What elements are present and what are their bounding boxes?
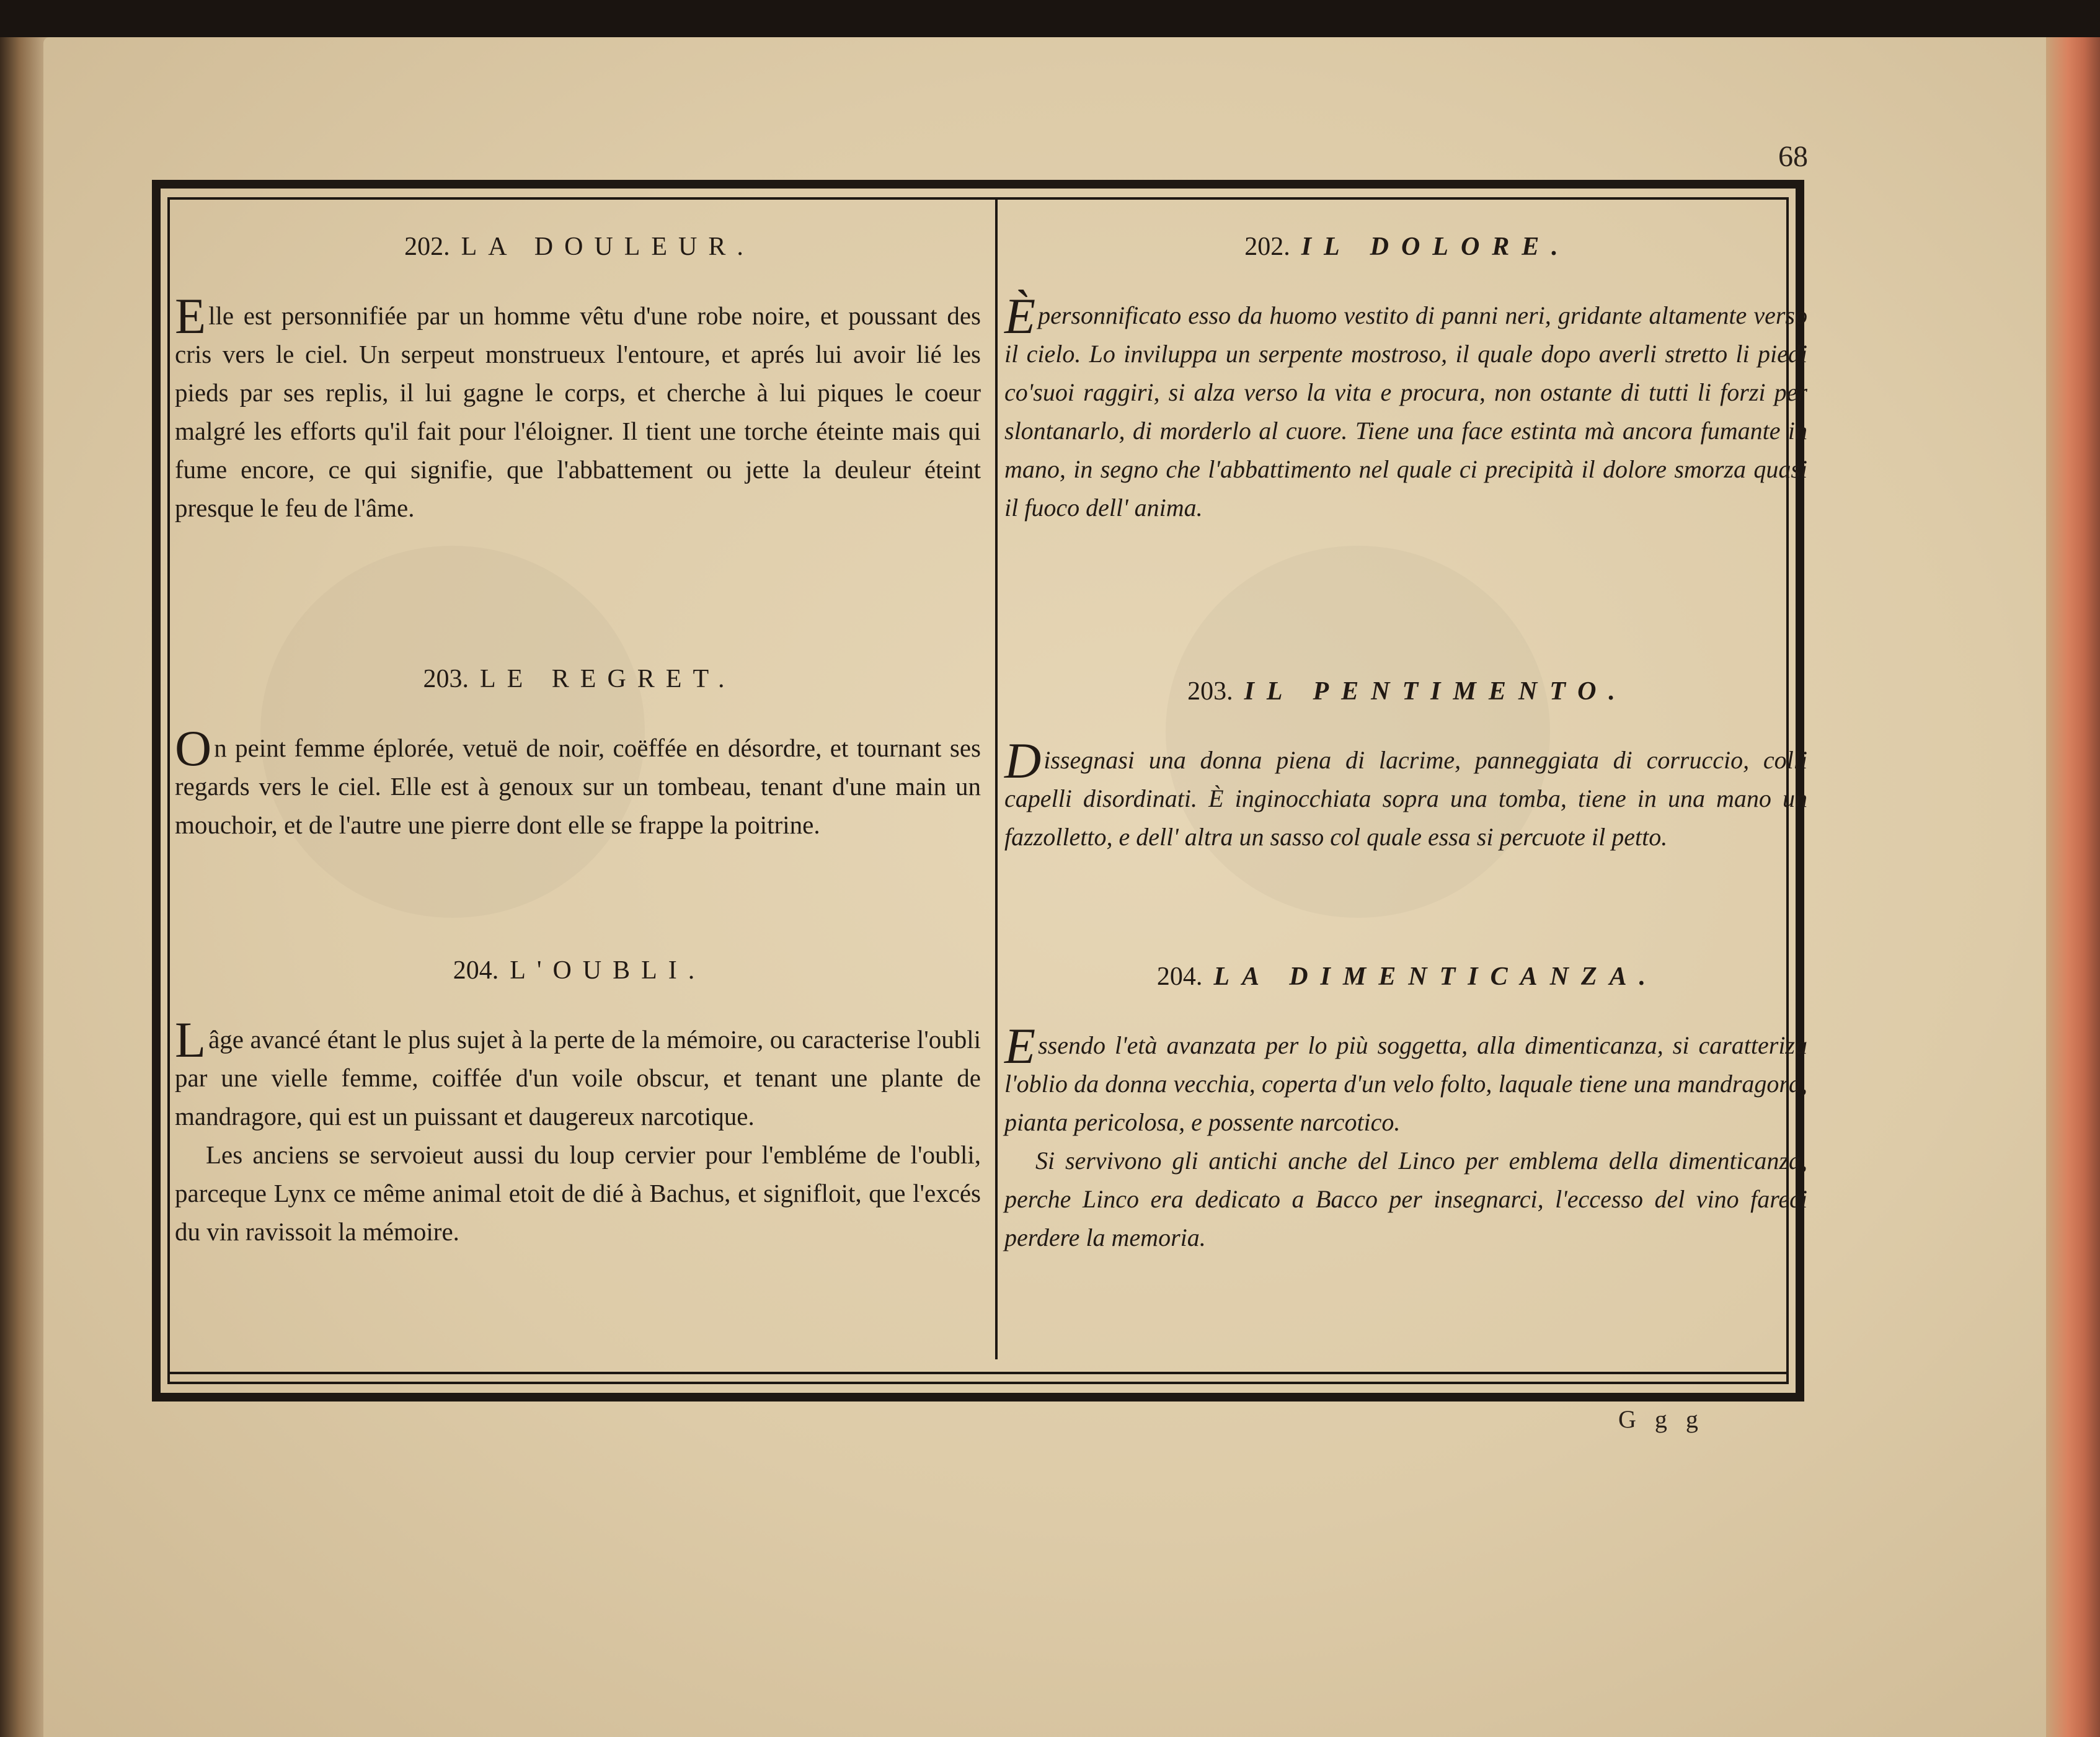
entry-heading: 204. LA DIMENTICANZA.: [1156, 962, 1659, 991]
drop-capital: D: [1004, 732, 1042, 789]
entry-text: Essendo l'età avanzata per lo più soggetta, alla dimenticanza, si caratteriza l'oblio da donna vecchia, coperta d'un velo folto, laquale tiene una mandragora, pianta pericolosa, e possente narcotico. Si servivono gli antichi anche del Linco per emblema della dimenticanza, perche Linco era dedicato a Bacco per insegnarci, l'eccesso del vino fareci perdere la memoria.: [1004, 1018, 1807, 1251]
entry-heading: 202. LA DOULEUR.: [404, 233, 755, 261]
entry-heading: 202. IL DOLORE.: [1244, 233, 1571, 261]
entry-dimenticanza: [1004, 958, 1810, 1257]
entry-text: Lâge avancé étant le plus sujet à la perte de la mémoire, ou caracterise l'oubli par une vielle femme, coiffée d'un voile obscur, et tenant une plante de mandragore, qui est un puissant et daugereux narcotique. Les anciens se servoieut aussi du loup cervier pour l'embléme de l'oubli, parceque Lynx ce même animal etoit de dié à Bachus, et signifloit, que l'excés du vin ravissoit la mémoire.: [175, 1011, 981, 1246]
signature-mark: G g g: [1618, 1405, 1704, 1433]
frame-rule: [167, 1372, 1789, 1374]
entry-oubli: [175, 952, 984, 1251]
drop-capital: E: [1004, 1018, 1036, 1074]
drop-capital: L: [175, 1011, 206, 1068]
book-spine-left: [0, 37, 50, 1737]
drop-capital: È: [1004, 288, 1036, 344]
entry-text: Elle est personnifiée par un homme vêtu d'une robe noire, et poussant des cris vers le ciel. Un serpeut monstrueux l'entoure, et aprés lui avoir lié les pieds par ses replis, il lui gagne le corps, et cherche à lui piques le coeur malgré les efforts qu'il fait pour l'éloigner. Il tient une torche éteinte mais qui fume encore, ce qui signifie, que l'abbattement ou jette la deuleur éteint presque le feu de l'âme.: [175, 288, 981, 522]
entry-text: Dissegnasi una donna piena di lacrime, panneggiata di corruccio, colli capelli disordinati. È inginocchiata sopra una tomba, tiene in una mano un fazzolletto, e dell' altra un sasso col quale essa si percuote il petto.: [1004, 732, 1807, 851]
drop-capital: E: [175, 288, 206, 344]
entry-heading: 203. IL PENTIMENTO.: [1187, 677, 1628, 706]
column-divider: [995, 197, 998, 1359]
entry-regret: [175, 660, 984, 844]
page-number: 68: [1778, 140, 1808, 173]
entry-text: On peint femme éplorée, vetuë de noir, coëffée en désordre, et tournant ses regards vers le ciel. Elle est à genoux sur un tombeau, tenant d'une main un mouchoir, et de l'autre une pierre dont elle se frappe la poitrine.: [175, 720, 981, 839]
entry-heading: 203. LE REGRET.: [423, 665, 736, 693]
entry-dolore: [1004, 228, 1810, 527]
drop-capital: O: [175, 720, 212, 776]
entry-text: È personnificato esso da huomo vestito di panni neri, gridante altamente verso il cielo. Lo inviluppa un serpente mostroso, il quale dopo averli stretto li piedi co'suoi raggiri, si alza verso la vita e procura, non ostante di tutti li forzi per slontanarlo, di morderlo al cuore. Tiene una face estinta mà ancora fumante in mano, in segno che l'abbattimento nel quale ci precipità il dolore smorza quasi il fuoco dell' anima.: [1004, 288, 1807, 522]
page-edge-right: [2046, 37, 2100, 1737]
entry-pentimento: [1004, 673, 1810, 856]
entry-heading: 204. L'OUBLI.: [453, 956, 706, 985]
entry-douleur: [175, 228, 984, 527]
